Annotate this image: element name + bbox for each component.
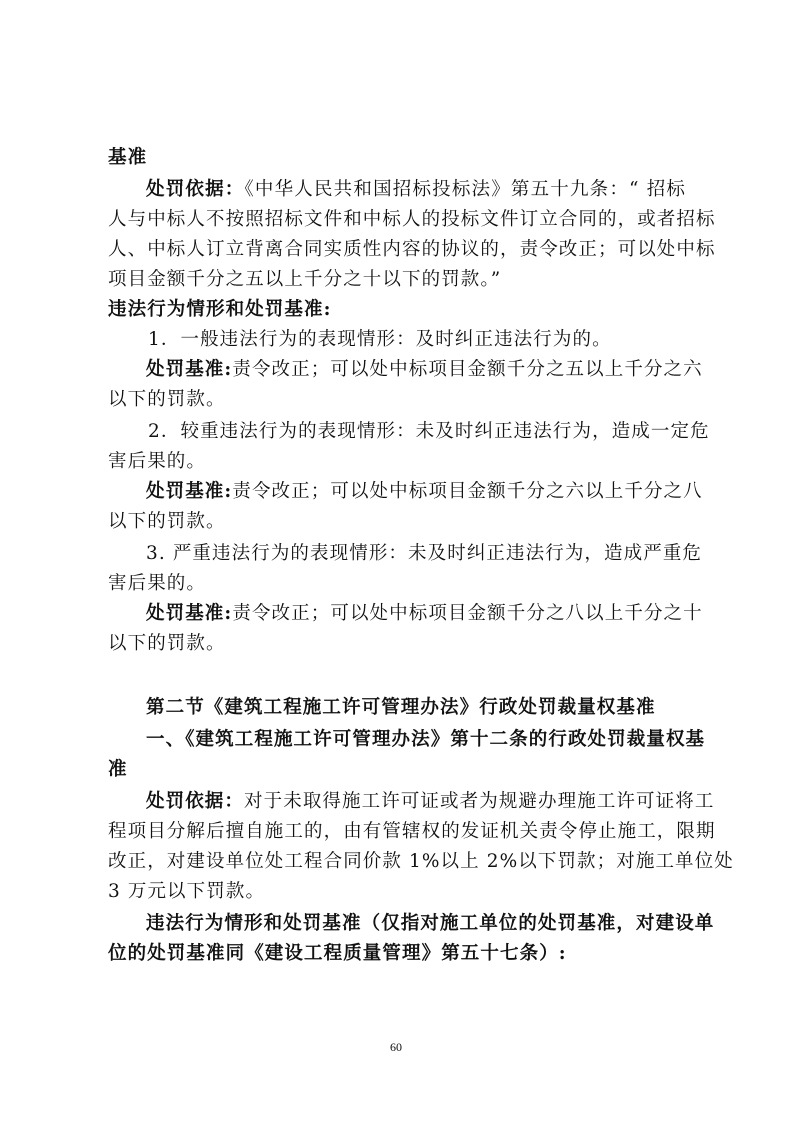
text-line: [108, 238, 716, 262]
subsection-heading-cont: [108, 758, 128, 782]
line-lead: 第二节《建筑工程施工许可管理办法》行政处罚裁量权基准: [146, 697, 656, 718]
line-text: 人与中标人不按照招标文件和中标人的投标文件订立合同的，或者招标: [108, 209, 716, 230]
line-text: 项目金额千分之五以上千分之十以下的罚款。”: [108, 269, 502, 290]
line-text: 1．一般违法行为的表现情形：及时纠正违法行为的。: [148, 329, 612, 350]
page-number: 60: [390, 1040, 402, 1054]
line-text: 以下的罚款。: [108, 511, 226, 532]
text-line: [146, 790, 715, 814]
text-line: [146, 358, 703, 382]
text-line: [146, 178, 686, 202]
line-lead: 处罚基准:: [146, 481, 233, 502]
line-text: 责令改正；可以处中标项目金额千分之五以上千分之六: [232, 359, 703, 380]
line-lead: 处罚依据：: [146, 179, 245, 200]
text-line: [108, 146, 147, 170]
line-text: 对于未取得施工许可证或者为规避办理施工许可证将工: [244, 791, 715, 812]
line-lead: 基准: [108, 147, 148, 168]
line-lead: 处罚依据：: [146, 791, 245, 812]
line-text: 《中华人民共和国招标投标法》第五十九条：“ 招标: [244, 179, 686, 200]
line-text: 害后果的。: [108, 451, 207, 472]
line-lead: 处罚基准:: [146, 359, 233, 380]
line-text: 责令改正；可以处中标项目金额千分之六以上千分之八: [232, 481, 703, 502]
line-lead: 一、《建筑工程施工许可管理办法》第十二条的行政处罚裁量权基: [146, 729, 706, 750]
subsection-heading: [146, 728, 706, 752]
text-line: [108, 572, 206, 596]
line-text: 以下的罚款。: [108, 633, 226, 654]
line-text: 害后果的。: [108, 573, 207, 594]
text-line: [148, 420, 710, 444]
text-line: [108, 268, 501, 292]
text-line: [108, 208, 716, 232]
line-lead: 违法行为情形和处罚基准（仅指对施工单位的处罚基准，对建设单: [146, 913, 715, 934]
text-line: [146, 912, 715, 936]
line-text: 人、中标人订立背离合同实质性内容的协议的，责令改正；可以处中标: [108, 239, 716, 260]
text-line: [108, 298, 332, 322]
text-line: [146, 602, 703, 626]
line-lead: 违法行为情形和处罚基准:: [108, 299, 332, 320]
line-text: 3. 严重违法行为的表现情形：未及时纠正违法行为，造成严重危: [146, 543, 703, 564]
text-line: [108, 450, 206, 474]
line-text: 3 万元以下罚款。: [108, 881, 266, 902]
line-lead: 准: [108, 759, 128, 780]
text-line: [108, 632, 226, 656]
line-lead: 处罚基准:: [146, 603, 233, 624]
text-line: [108, 388, 226, 412]
line-text: 2．较重违法行为的表现情形：未及时纠正违法行为，造成一定危: [148, 421, 710, 442]
text-line: [148, 328, 612, 352]
text-line: [146, 480, 703, 504]
section-heading: [146, 696, 656, 720]
text-line: [146, 542, 703, 566]
text-line: [108, 942, 567, 966]
text-line: [108, 850, 734, 874]
text-line: [108, 510, 226, 534]
line-text: 责令改正；可以处中标项目金额千分之八以上千分之十: [232, 603, 703, 624]
line-lead: 位的处罚基准同《建设工程质量管理》第五十七条）:: [108, 943, 567, 964]
text-line: [108, 820, 716, 844]
line-text: 以下的罚款。: [108, 389, 226, 410]
line-text: 改正，对建设单位处工程合同价款 1%以上 2%以下罚款；对施工单位处: [108, 851, 734, 872]
text-line: [108, 880, 265, 904]
line-text: 程项目分解后擅自施工的，由有管辖权的发证机关责令停止施工，限期: [108, 821, 716, 842]
